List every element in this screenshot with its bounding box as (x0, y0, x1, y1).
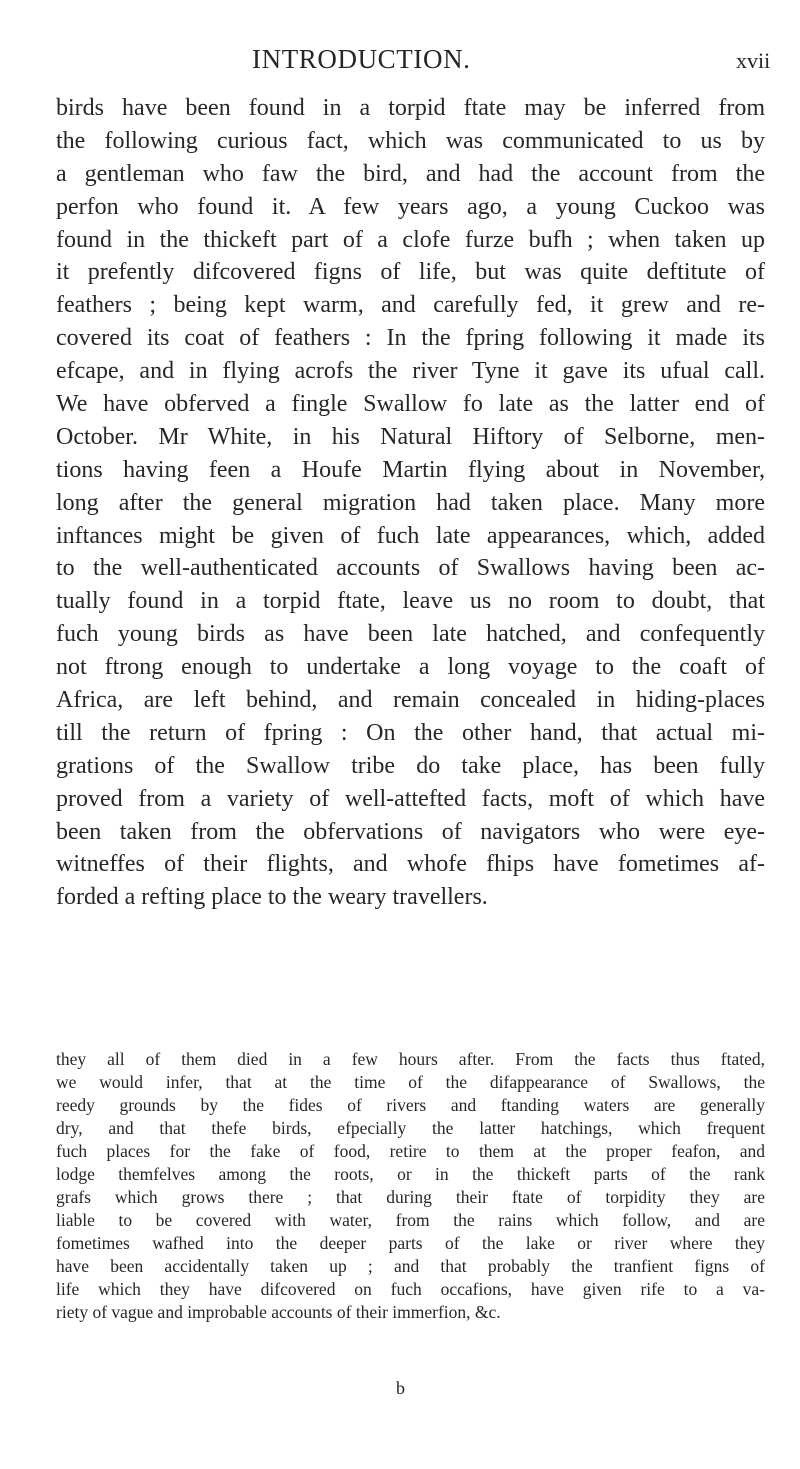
body-line: inftances might be given of fuch late appearances, which, added (56, 522, 765, 549)
body-line: long after the general migration had taken place. Many more (56, 489, 765, 516)
body-line: grations of the Swallow tribe do take place, has been fully (56, 752, 765, 779)
body-line: found in the thickeft part of a clofe furze bufh ; when taken up (56, 226, 765, 253)
footnote-line: fuch places for the fake of food, retire to them at the proper feafon, and (56, 1141, 765, 1161)
footnote-line: liable to be covered with water, from the rains which follow, and are (56, 1210, 765, 1230)
body-line: to the well-authenticated accounts of Swallows having been ac- (56, 555, 765, 582)
body-line: perfon who found it. A few years ago, a young Cuckoo was (56, 193, 765, 220)
body-line: Africa, are left behind, and remain concealed in hiding-places (56, 687, 765, 714)
footnote-block (56, 1048, 765, 1324)
footnote-line: dry, and that thefe birds, efpecially the latter hatchings, which frequent (56, 1118, 765, 1138)
footnote-line: riety of vague and improbable accounts of their immerfion, &c. (56, 1302, 501, 1322)
body-line: the following curious fact, which was communicated to us by (56, 127, 765, 154)
footnote-line: life which they have difcovered on fuch occafions, have given rife to a va- (56, 1279, 765, 1299)
running-head (0, 44, 800, 84)
body-line: October. Mr White, in his Natural Hiftory of Selborne, men- (56, 423, 765, 450)
body-line: efcape, and in flying acrofs the river Tyne it gave its ufual call. (56, 358, 765, 385)
body-line: till the return of fpring : On the other hand, that actual mi- (56, 719, 765, 746)
body-line: covered its coat of feathers : In the fpring following it made its (56, 325, 765, 352)
page-number: xvii (736, 48, 771, 73)
body-line: tions having feen a Houfe Martin flying about in November, (56, 456, 765, 483)
body-line: fuch young birds as have been late hatched, and confequently (56, 621, 765, 648)
body-line: not ftrong enough to undertake a long voyage to the coaft of (56, 654, 765, 681)
footnote-line: reedy grounds by the fides of rivers and ftanding waters are generally (56, 1095, 765, 1115)
body-line: feathers ; being kept warm, and carefully fed, it grew and re- (56, 292, 765, 319)
running-title: INTRODUCTION. (252, 44, 471, 74)
footnote-line: they all of them died in a few hours after. From the facts thus ftated, (56, 1049, 765, 1069)
body-line: tually found in a torpid ftate, leave us no room to doubt, that (56, 588, 765, 615)
body-line: birds have been found in a torpid ftate may be inferred from (56, 95, 765, 121)
main-text-block (56, 92, 765, 914)
body-line: a gentleman who faw the bird, and had the account from the (56, 160, 765, 187)
signature-mark: b (396, 1378, 405, 1398)
footnote-line: grafs which grows there ; that during their ftate of torpidity they are (56, 1187, 765, 1207)
body-line: been taken from the obfervations of navigators who were eye- (56, 818, 765, 845)
body-line: it prefently difcovered figns of life, but was quite deftitute of (56, 259, 765, 286)
footnote-line: lodge themfelves among the roots, or in the thickeft parts of the rank (56, 1164, 765, 1184)
footnote-line: fometimes wafhed into the deeper parts of the lake or river where they (56, 1233, 765, 1253)
footnote-line: we would infer, that at the time of the difappearance of Swallows, the (56, 1072, 765, 1092)
body-line: proved from a variety of well-attefted facts, moft of which have (56, 785, 765, 812)
body-line: witneffes of their flights, and whofe fhips have fometimes af- (56, 851, 765, 878)
body-line: forded a refting place to the weary travellers. (56, 884, 488, 911)
footnote-line: have been accidentally taken up ; and that probably the tranfient figns of (56, 1256, 765, 1276)
body-line: We have obferved a fingle Swallow fo late as the latter end of (56, 391, 765, 418)
